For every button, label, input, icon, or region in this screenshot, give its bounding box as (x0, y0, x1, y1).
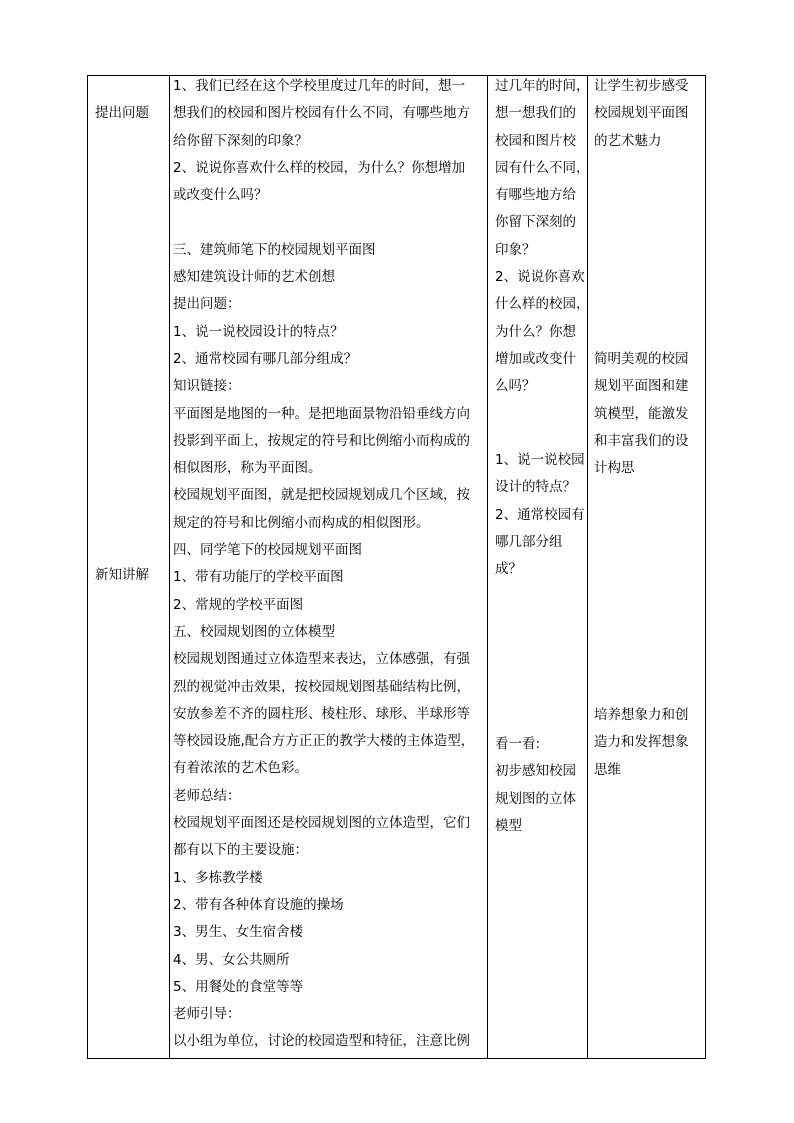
text-line: 相似图形，称为平面图。 (173, 460, 322, 477)
text-line: 校园和图片校 (495, 132, 576, 149)
text-line: 你留下深刻的 (495, 214, 576, 231)
table-border-bottom (87, 1058, 706, 1059)
text-line: 2、通常校园有 (495, 506, 585, 523)
column-divider-2 (487, 75, 488, 1059)
text-line: 么吗？ (495, 378, 536, 395)
student-activity-block-3 (495, 731, 576, 840)
text-line: 提出问题： (173, 296, 241, 313)
text-line: 规划平面图和建 (594, 378, 689, 395)
text-line: 校园规划平面图，就是把校园规划成几个区域，按 (173, 487, 470, 504)
text-line: 1、说一说校园设计的特点？ (173, 323, 344, 340)
text-line: 筑模型，能激发 (594, 405, 689, 422)
text-line: 校园规划平面图还是校园规划图的立体造型，它们 (173, 815, 470, 832)
text-line: 投影到平面上，按规定的符号和比例缩小而构成的 (173, 432, 470, 449)
text-line: 1、多栋教学楼 (173, 869, 263, 886)
table-border-left (87, 75, 88, 1059)
column-divider-1 (169, 75, 170, 1059)
text-line: 哪几部分组 (495, 533, 563, 550)
text-line: 三、建筑师笔下的校园规划平面图 (173, 241, 376, 258)
text-line: 过几年的时间， (495, 78, 590, 94)
text-line: 或改变什么吗？ (173, 187, 268, 204)
text-line: 规划图的立体 (495, 790, 576, 807)
text-line: 2、说说你喜欢什么样的校园，为什么？你想增加 (173, 159, 466, 176)
text-line: 2、常规的学校平面图 (173, 596, 304, 613)
text-line: 等校园设施,配合方方正正的教学大楼的主体造型， (173, 733, 475, 750)
text-line: 设计的特点？ (495, 479, 576, 496)
text-line: 给你留下深刻的印象？ (173, 132, 308, 149)
text-line: 校园规划平面图 (594, 105, 689, 122)
text-line: 3、男生、女生宿舍楼 (173, 924, 304, 941)
row-label-new-knowledge: 新知讲解 (95, 567, 149, 583)
text-line: 都有以下的主要设施： (173, 842, 308, 859)
text-line: 2、带有各种体育设施的操场 (173, 896, 344, 913)
text-line: 计构思 (594, 460, 635, 477)
text-line: 以小组为单位，讨论的校园造型和特征，注意比例 (173, 1033, 470, 1050)
text-line: 有着浓浓的艺术色彩。 (173, 760, 308, 777)
table-border-right (705, 75, 706, 1059)
text-line: 4、男、女公共厕所 (173, 951, 290, 968)
text-line: 1、我们已经在这个学校里度过几年的时间，想一 (173, 78, 466, 94)
text-line: 1、带有功能厅的学校平面图 (173, 569, 344, 586)
student-activity-block-1 (495, 73, 590, 401)
design-intent-block-1 (594, 73, 689, 155)
text-line: 什么样的校园， (495, 296, 590, 313)
text-line: 成？ (495, 561, 522, 578)
text-line: 校园规划图通过立体造型来表达，立体感强，有强 (173, 651, 470, 668)
text-line: 培养想象力和创 (594, 707, 689, 723)
text-line: 有哪些地方给 (495, 187, 576, 204)
text-line: 2、说说你喜欢 (495, 269, 585, 286)
text-line: 印象？ (495, 241, 536, 258)
text-line: 想一想我们的 (495, 105, 576, 122)
text-line: 老师总结： (173, 787, 241, 804)
text-line: 看一看: (495, 736, 541, 752)
text-line: 让学生初步感受 (594, 78, 689, 94)
text-line: 老师引导： (173, 1006, 241, 1023)
text-line: 安放参差不齐的圆柱形、棱柱形、球形、半球形等 (173, 705, 470, 722)
text-line: 规定的符号和比例缩小而构成的相似图形。 (173, 514, 430, 531)
design-intent-block-2 (594, 346, 689, 482)
row-label-raise-questions: 提出问题 (95, 105, 149, 121)
teacher-activity-column (173, 73, 474, 1056)
text-line: 感知建筑设计师的艺术创想 (173, 269, 335, 286)
text-line: 初步感知校园 (495, 763, 576, 780)
student-activity-block-2 (495, 447, 585, 583)
text-line (173, 209, 474, 236)
text-line: 四、同学笔下的校园规划平面图 (173, 542, 362, 559)
design-intent-block-3 (594, 702, 689, 784)
text-line: 1、说一说校园 (495, 452, 585, 468)
text-line: 和丰富我们的设 (594, 432, 689, 449)
text-line: 园有什么不同， (495, 159, 590, 176)
text-line: 烈的视觉冲击效果，按校园规划图基础结构比例， (173, 678, 470, 695)
text-line: 想我们的校园和图片校园有什么不同，有哪些地方 (173, 105, 470, 122)
text-line: 简明美观的校园 (594, 351, 689, 367)
text-line: 2、通常校园有哪几部分组成？ (173, 350, 358, 367)
text-line: 为什么？你想 (495, 323, 576, 340)
text-line: 模型 (495, 817, 522, 834)
text-line: 造力和发挥想象 (594, 734, 689, 751)
text-line: 5、用餐处的食堂等等 (173, 978, 304, 995)
text-line: 思维 (594, 761, 621, 778)
text-line: 的艺术魅力 (594, 132, 662, 149)
text-line: 五、校园规划图的立体模型 (173, 623, 335, 640)
text-line: 知识链接： (173, 378, 241, 395)
text-line: 增加或改变什 (495, 350, 576, 367)
text-line: 平面图是地图的一种。是把地面景物沿铅垂线方向 (173, 405, 470, 422)
